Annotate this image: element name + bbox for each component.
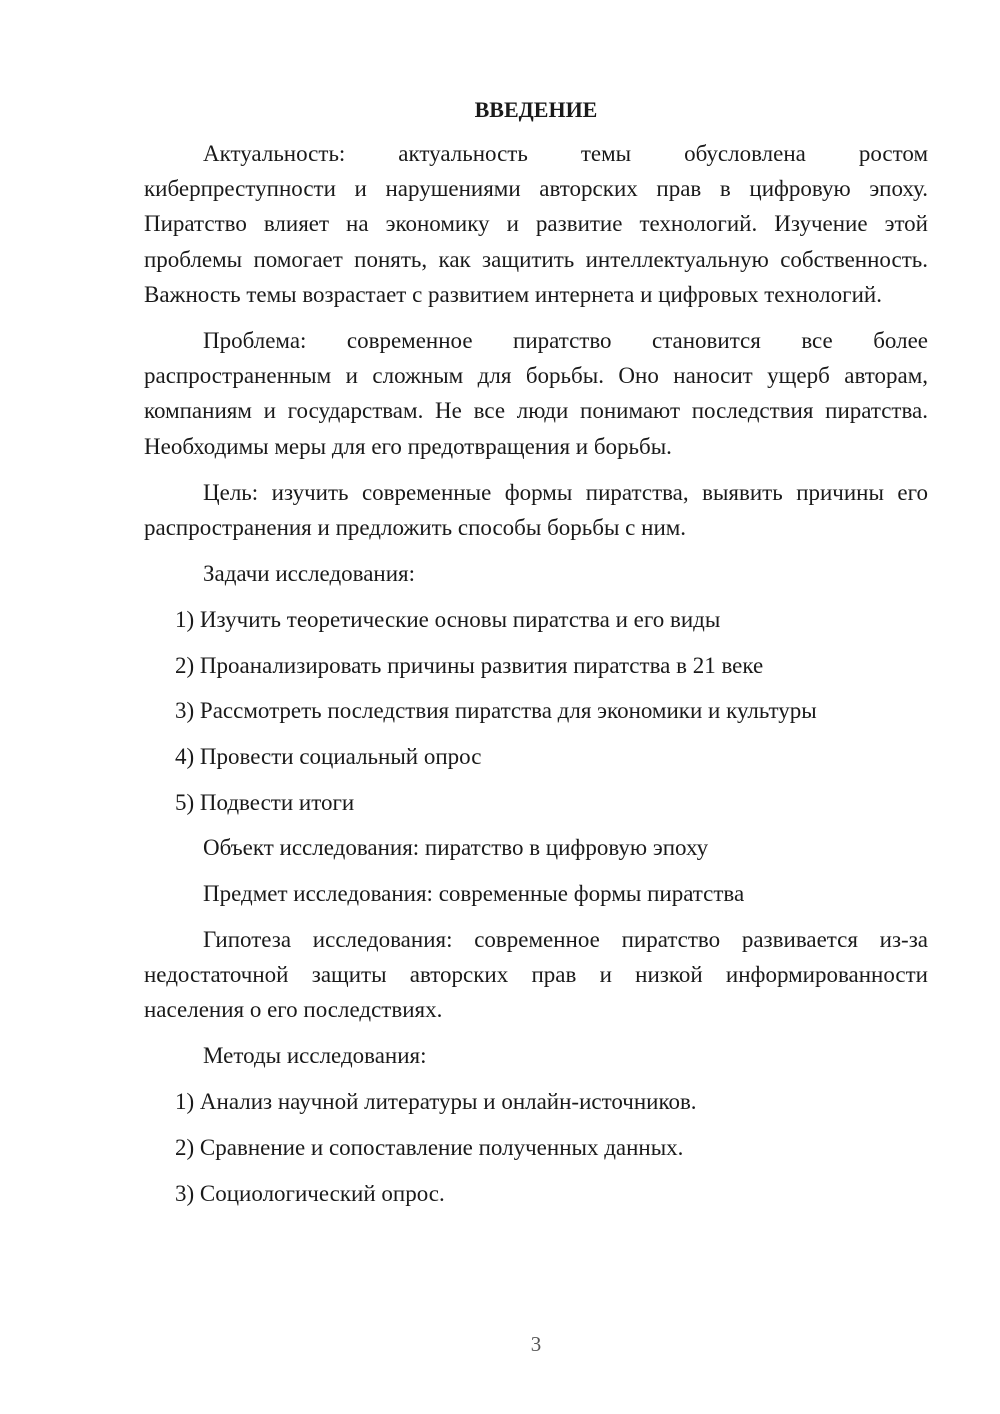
list-item: 1) Анализ научной литературы и онлайн-источников. [175, 1089, 697, 1115]
methods-list [144, 1084, 928, 1211]
subject-line: Предмет исследования: современные формы пиратства [203, 881, 745, 907]
problem-paragraph: Проблема: современное пиратство становится все более распространенным и сложным для борьбы. Оно наносит ущерб авторам, компаниям и государствам. Не все люди понимают последствия пиратства. Необходимы меры для его предотвращения и борьбы. [144, 328, 928, 459]
methods-heading: Методы исследования: [203, 1043, 427, 1069]
document-body [144, 92, 928, 1221]
tasks-list [144, 602, 928, 820]
hypothesis-paragraph: Гипотеза исследования: современное пиратство развивается из-за недостаточной защиты авторских прав и низкой информированности населения о его последствиях. [144, 926, 928, 1023]
list-item: 5) Подвести итоги [175, 789, 355, 815]
list-item: 3) Рассмотреть последствия пиратства для экономики и культуры [175, 698, 817, 724]
page-title: ВВЕДЕНИЕ [474, 97, 598, 122]
list-item: 4) Провести социальный опрос [175, 744, 482, 770]
object-line: Объект исследования: пиратство в цифровую эпоху [203, 835, 709, 861]
list-item: 1) Изучить теоретические основы пиратства и его виды [175, 606, 721, 632]
relevance-paragraph: Актуальность: актуальность темы обусловлена ростом киберпреступности и нарушениями авторских прав в цифровую эпоху. Пиратство влияет на экономику и развитие технологий. Изучение этой проблемы помогает понять, как защитить интеллектуальную собственность. Важность темы возрастает с развитием интернета и цифровых технологий. [144, 141, 928, 307]
tasks-heading: Задачи исследования: [203, 561, 416, 587]
page-number: 3 [530, 1332, 542, 1356]
list-item: 2) Проанализировать причины развития пиратства в 21 веке [175, 652, 764, 678]
list-item: 2) Сравнение и сопоставление полученных данных. [175, 1134, 684, 1160]
list-item: 3) Социологический опрос. [175, 1180, 445, 1206]
goal-paragraph: Цель: изучить современные формы пиратства, выявить причины его распространения и предложить способы борьбы с ним. [144, 479, 928, 541]
